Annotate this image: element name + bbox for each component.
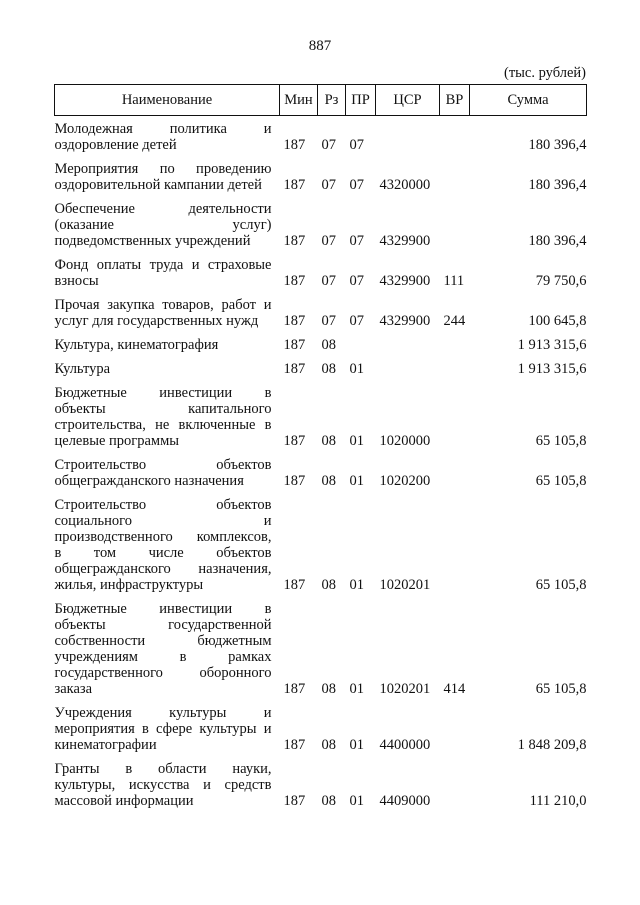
row-rz: 07 (321, 313, 336, 329)
row-pr: 01 (349, 793, 364, 809)
row-name (55, 700, 280, 756)
column-header-rz: Рз (318, 85, 346, 116)
page-number: 887 (308, 38, 332, 54)
table-row (55, 492, 587, 596)
row-min: 187 (283, 337, 306, 353)
row-rz: 08 (321, 737, 336, 753)
row-min: 187 (283, 433, 306, 449)
row-min: 187 (283, 233, 306, 249)
row-name-line: Бюджетные инвестиции в (54, 601, 272, 617)
row-sum: 1 913 315,6 (517, 361, 587, 377)
row-name-line: подведомственных учреждений (54, 233, 251, 249)
row-name-line: Молодежная политика и (54, 121, 272, 137)
row-min: 187 (283, 137, 306, 153)
row-name-line: государственного оборонного (54, 665, 272, 681)
row-rz: 08 (321, 473, 336, 489)
row-name (55, 356, 280, 380)
row-name (55, 196, 280, 252)
row-rz: 07 (321, 233, 336, 249)
table-header (55, 85, 587, 116)
row-csr (376, 116, 440, 157)
row-min: 187 (283, 473, 306, 489)
row-name-line: услуг для государственных нужд (54, 313, 259, 329)
row-sum: 65 105,8 (535, 473, 587, 489)
column-header-pr: ПР (346, 85, 376, 116)
row-name (55, 452, 280, 492)
row-name-line: жилья, инфраструктуры (54, 577, 204, 593)
row-csr: 4400000 (379, 737, 431, 753)
row-min: 187 (283, 681, 306, 697)
row-name-line: заказа (54, 681, 93, 697)
row-sum: 79 750,6 (535, 273, 587, 289)
budget-table (54, 84, 587, 812)
row-name-line: (оказание услуг) (54, 217, 272, 233)
row-name (55, 332, 280, 356)
row-name-line: социального и (54, 513, 272, 529)
row-pr (346, 332, 376, 356)
row-sum: 65 105,8 (535, 681, 587, 697)
row-sum: 180 396,4 (528, 177, 587, 193)
row-vr (440, 380, 470, 452)
table-row (55, 380, 587, 452)
row-csr (376, 332, 440, 356)
row-vr (440, 156, 470, 196)
row-csr: 4329900 (379, 273, 431, 289)
row-rz: 07 (321, 137, 336, 153)
row-pr: 07 (349, 137, 364, 153)
row-csr: 4409000 (379, 793, 431, 809)
row-vr (440, 332, 470, 356)
row-min: 187 (283, 737, 306, 753)
row-min: 187 (283, 361, 306, 377)
row-sum: 65 105,8 (535, 433, 587, 449)
row-min: 187 (283, 793, 306, 809)
row-name-line: кинематографии (54, 737, 157, 753)
row-csr: 1020000 (379, 433, 431, 449)
row-pr: 07 (349, 313, 364, 329)
row-rz: 08 (321, 681, 336, 697)
table-row (55, 596, 587, 700)
table-row (55, 156, 587, 196)
row-name-line: в том числе объектов (54, 545, 272, 561)
row-name-line: мероприятия в сфере культуры и (54, 721, 272, 737)
row-csr: 4320000 (379, 177, 431, 193)
row-name-line: производственного комплексов, (54, 529, 272, 545)
header-row (55, 85, 587, 116)
table-body (55, 116, 587, 813)
row-sum: 65 105,8 (535, 577, 587, 593)
row-pr: 01 (349, 577, 364, 593)
row-sum: 111 210,0 (529, 793, 587, 809)
row-name-line: учреждениям в рамках (54, 649, 272, 665)
row-rz: 07 (321, 177, 336, 193)
column-header-sum: Сумма (470, 85, 587, 116)
row-rz: 08 (321, 793, 336, 809)
row-pr: 01 (349, 737, 364, 753)
row-name-line: общегражданского назначения, (54, 561, 272, 577)
row-csr: 4329900 (379, 313, 431, 329)
row-name (55, 292, 280, 332)
row-vr (440, 196, 470, 252)
row-min: 187 (283, 273, 306, 289)
row-name-line: Бюджетные инвестиции в (54, 385, 272, 401)
row-pr: 01 (349, 433, 364, 449)
row-name (55, 380, 280, 452)
row-sum: 180 396,4 (528, 233, 587, 249)
row-min: 187 (283, 313, 306, 329)
row-rz: 08 (321, 577, 336, 593)
units-note: (тыс. рублей) (504, 65, 586, 81)
row-name (55, 492, 280, 596)
row-name-line: Учреждения культуры и (54, 705, 272, 721)
row-name-line: взносы (54, 273, 99, 289)
row-pr: 07 (349, 177, 364, 193)
column-header-csr: ЦСР (376, 85, 440, 116)
row-name (55, 596, 280, 700)
table-row (55, 356, 587, 380)
table-row (55, 116, 587, 157)
row-sum: 1 848 209,8 (517, 737, 587, 753)
row-name-line: Строительство объектов (54, 457, 272, 473)
row-sum: 1 913 315,6 (517, 337, 587, 353)
row-name (55, 756, 280, 812)
column-header-min: Мин (280, 85, 318, 116)
row-csr: 1020200 (379, 473, 431, 489)
row-name-line: Обеспечение деятельности (54, 201, 272, 217)
row-pr: 07 (349, 273, 364, 289)
row-csr: 4329900 (379, 233, 431, 249)
row-vr (440, 756, 470, 812)
row-sum: 180 396,4 (528, 137, 587, 153)
row-min: 187 (283, 577, 306, 593)
row-name-line: целевые программы (54, 433, 180, 449)
table-row (55, 292, 587, 332)
row-name-line: собственности бюджетным (54, 633, 272, 649)
row-name (55, 252, 280, 292)
row-pr: 07 (349, 233, 364, 249)
row-pr: 01 (349, 361, 364, 377)
row-name-line: массовой информации (54, 793, 194, 809)
row-min: 187 (283, 177, 306, 193)
row-vr (440, 700, 470, 756)
row-pr: 01 (349, 473, 364, 489)
row-rz: 08 (321, 337, 336, 353)
row-vr: 111 (443, 273, 465, 289)
row-name-line: Мероприятия по проведению (54, 161, 272, 177)
row-vr: 414 (443, 681, 466, 697)
row-name-line: культуры, искусства и средств (54, 777, 272, 793)
table-row (55, 452, 587, 492)
row-vr (440, 452, 470, 492)
row-rz: 08 (321, 433, 336, 449)
row-sum: 100 645,8 (528, 313, 587, 329)
row-name (55, 116, 280, 157)
row-rz: 08 (321, 361, 336, 377)
row-csr: 1020201 (379, 681, 431, 697)
row-name (55, 156, 280, 196)
row-name-line: строительства, не включенные в (54, 417, 272, 433)
row-vr: 244 (443, 313, 466, 329)
row-csr (376, 356, 440, 380)
row-pr: 01 (349, 681, 364, 697)
row-name-line: общегражданского назначения (54, 473, 244, 489)
row-csr: 1020201 (379, 577, 431, 593)
row-vr (440, 116, 470, 157)
table-row (55, 196, 587, 252)
table-row (55, 252, 587, 292)
row-vr (440, 356, 470, 380)
table-row (55, 332, 587, 356)
table-row (55, 700, 587, 756)
row-name-line: Прочая закупка товаров, работ и (54, 297, 272, 313)
row-name-line: оздоровительной кампании детей (54, 177, 262, 193)
row-vr (440, 492, 470, 596)
row-name-line: Фонд оплаты труда и страховые (54, 257, 272, 273)
column-header-vr: ВР (440, 85, 470, 116)
column-header-name: Наименование (55, 85, 280, 116)
row-rz: 07 (321, 273, 336, 289)
row-name-line: Культура, кинематография (54, 337, 219, 353)
row-name-line: оздоровление детей (54, 137, 177, 153)
row-name-line: Гранты в области науки, (54, 761, 272, 777)
row-name-line: объекты государственной (54, 617, 272, 633)
row-name-line: Культура (54, 361, 111, 377)
table-row (55, 756, 587, 812)
row-name-line: объекты капитального (54, 401, 272, 417)
row-name-line: Строительство объектов (54, 497, 272, 513)
